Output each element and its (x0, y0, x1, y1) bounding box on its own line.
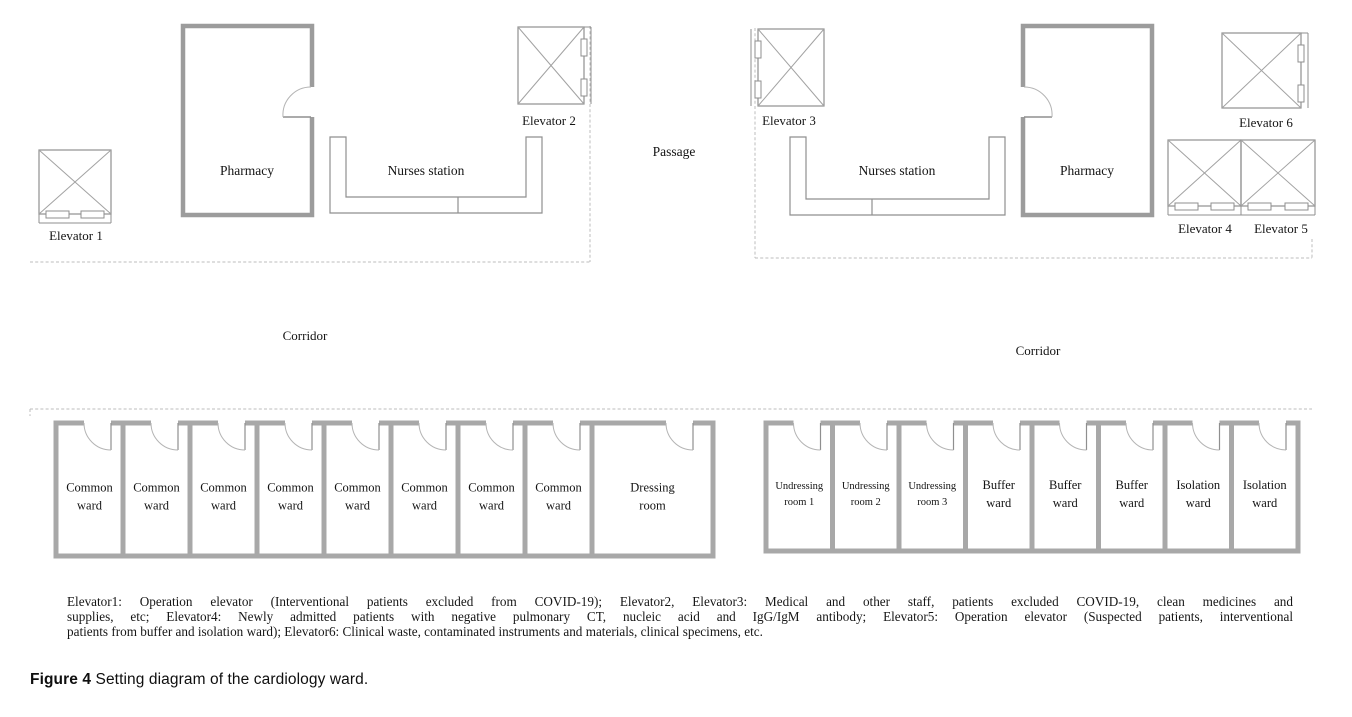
corridor-label: Corridor (282, 328, 328, 343)
room-label: Common ward (401, 480, 448, 513)
room-door-gap (84, 420, 111, 426)
nurses-station-label: Nurses station (858, 163, 936, 178)
room-label: Buffer ward (982, 478, 1015, 510)
room-label: Undressing room 1 (775, 481, 824, 508)
pharmacy-label: Pharmacy (1060, 163, 1114, 178)
elevator-door-panel (581, 39, 587, 56)
figure-caption (30, 671, 368, 689)
room-door-gap (285, 420, 312, 426)
legend-line-3: patients from buffer and isolation ward); Elevator6: Clinical waste, contaminated instruments and materials, clinical specimens, etc. (67, 624, 763, 640)
elevator-door-panel (755, 81, 761, 98)
room-door-gap (794, 420, 821, 426)
room-label: Common ward (267, 480, 314, 513)
pharmacy-door-gap (1018, 87, 1027, 117)
room-label: Common ward (66, 480, 113, 513)
room-door-gap (1193, 420, 1220, 426)
elevator-label: Elevator 3 (762, 113, 816, 128)
room-label: Buffer ward (1115, 478, 1148, 510)
elevator-label: Elevator 4 (1178, 221, 1232, 236)
legend-line-2: supplies, etc; Elevator4: Newly admitted patients with negative pulmonary CT, nucleic acid and IgG/IgM antibody; Elevator5: Operation elevator (Suspected patients, interventional (67, 609, 1293, 625)
elevator-door-panel (1298, 45, 1304, 62)
elevator-door-panel (1211, 203, 1234, 210)
room-label: Isolation ward (1242, 478, 1287, 510)
elevator-door-panel (1175, 203, 1198, 210)
passage-label: Passage (652, 144, 696, 159)
pharmacy-label: Pharmacy (220, 163, 274, 178)
elevator-door-panel (81, 211, 104, 218)
room-label: Common ward (334, 480, 381, 513)
room-label: Common ward (200, 480, 247, 513)
room-door-gap (553, 420, 580, 426)
room-door-gap (860, 420, 887, 426)
elevator-label: Elevator 5 (1254, 221, 1308, 236)
room-label: Common ward (535, 480, 582, 513)
elevator-door-panel (1285, 203, 1308, 210)
room-label: Undressing room 3 (908, 481, 957, 508)
room-label: Isolation ward (1176, 478, 1221, 510)
room-door-gap (927, 420, 954, 426)
room-door-gap (419, 420, 446, 426)
room-label: Buffer ward (1049, 478, 1082, 510)
room-door-gap (486, 420, 513, 426)
room-label: Common ward (468, 480, 515, 513)
elevator-door-panel (1298, 85, 1304, 102)
elevator-door-panel (581, 79, 587, 96)
pharmacy-room (183, 26, 312, 215)
figure-caption-text: Setting diagram of the cardiology ward. (95, 671, 369, 688)
legend-line-1: Elevator1: Operation elevator (Interventional patients excluded from COVID-19); Elevator2, Elevator3: Medical and other staff, patients excluded COVID-19, clean medicines and (67, 594, 1293, 609)
elevator-label: Elevator 6 (1239, 115, 1293, 130)
room-door-gap (352, 420, 379, 426)
elevator-door-panel (46, 211, 69, 218)
corridor-label: Corridor (1015, 343, 1061, 358)
room-door-gap (993, 420, 1020, 426)
room-door-gap (1060, 420, 1087, 426)
elevator-door-panel (1248, 203, 1271, 210)
room-door-gap (218, 420, 245, 426)
nurses-station-label: Nurses station (387, 163, 465, 178)
elevator-legend (67, 594, 1293, 640)
room-door-gap (1126, 420, 1153, 426)
room-label: Common ward (133, 480, 180, 513)
pharmacy-room (1023, 26, 1152, 215)
elevator-door-panel (755, 41, 761, 58)
room-door-gap (1259, 420, 1286, 426)
elevator-label: Elevator 1 (49, 228, 103, 243)
pharmacy-door-gap (308, 87, 317, 117)
figure-number: Figure 4 (30, 671, 92, 688)
elevator-label: Elevator 2 (522, 113, 576, 128)
room-label: Undressing room 2 (841, 481, 890, 508)
room-door-gap (666, 420, 693, 426)
room-door-gap (151, 420, 178, 426)
room-label: Dressing room (630, 480, 675, 513)
